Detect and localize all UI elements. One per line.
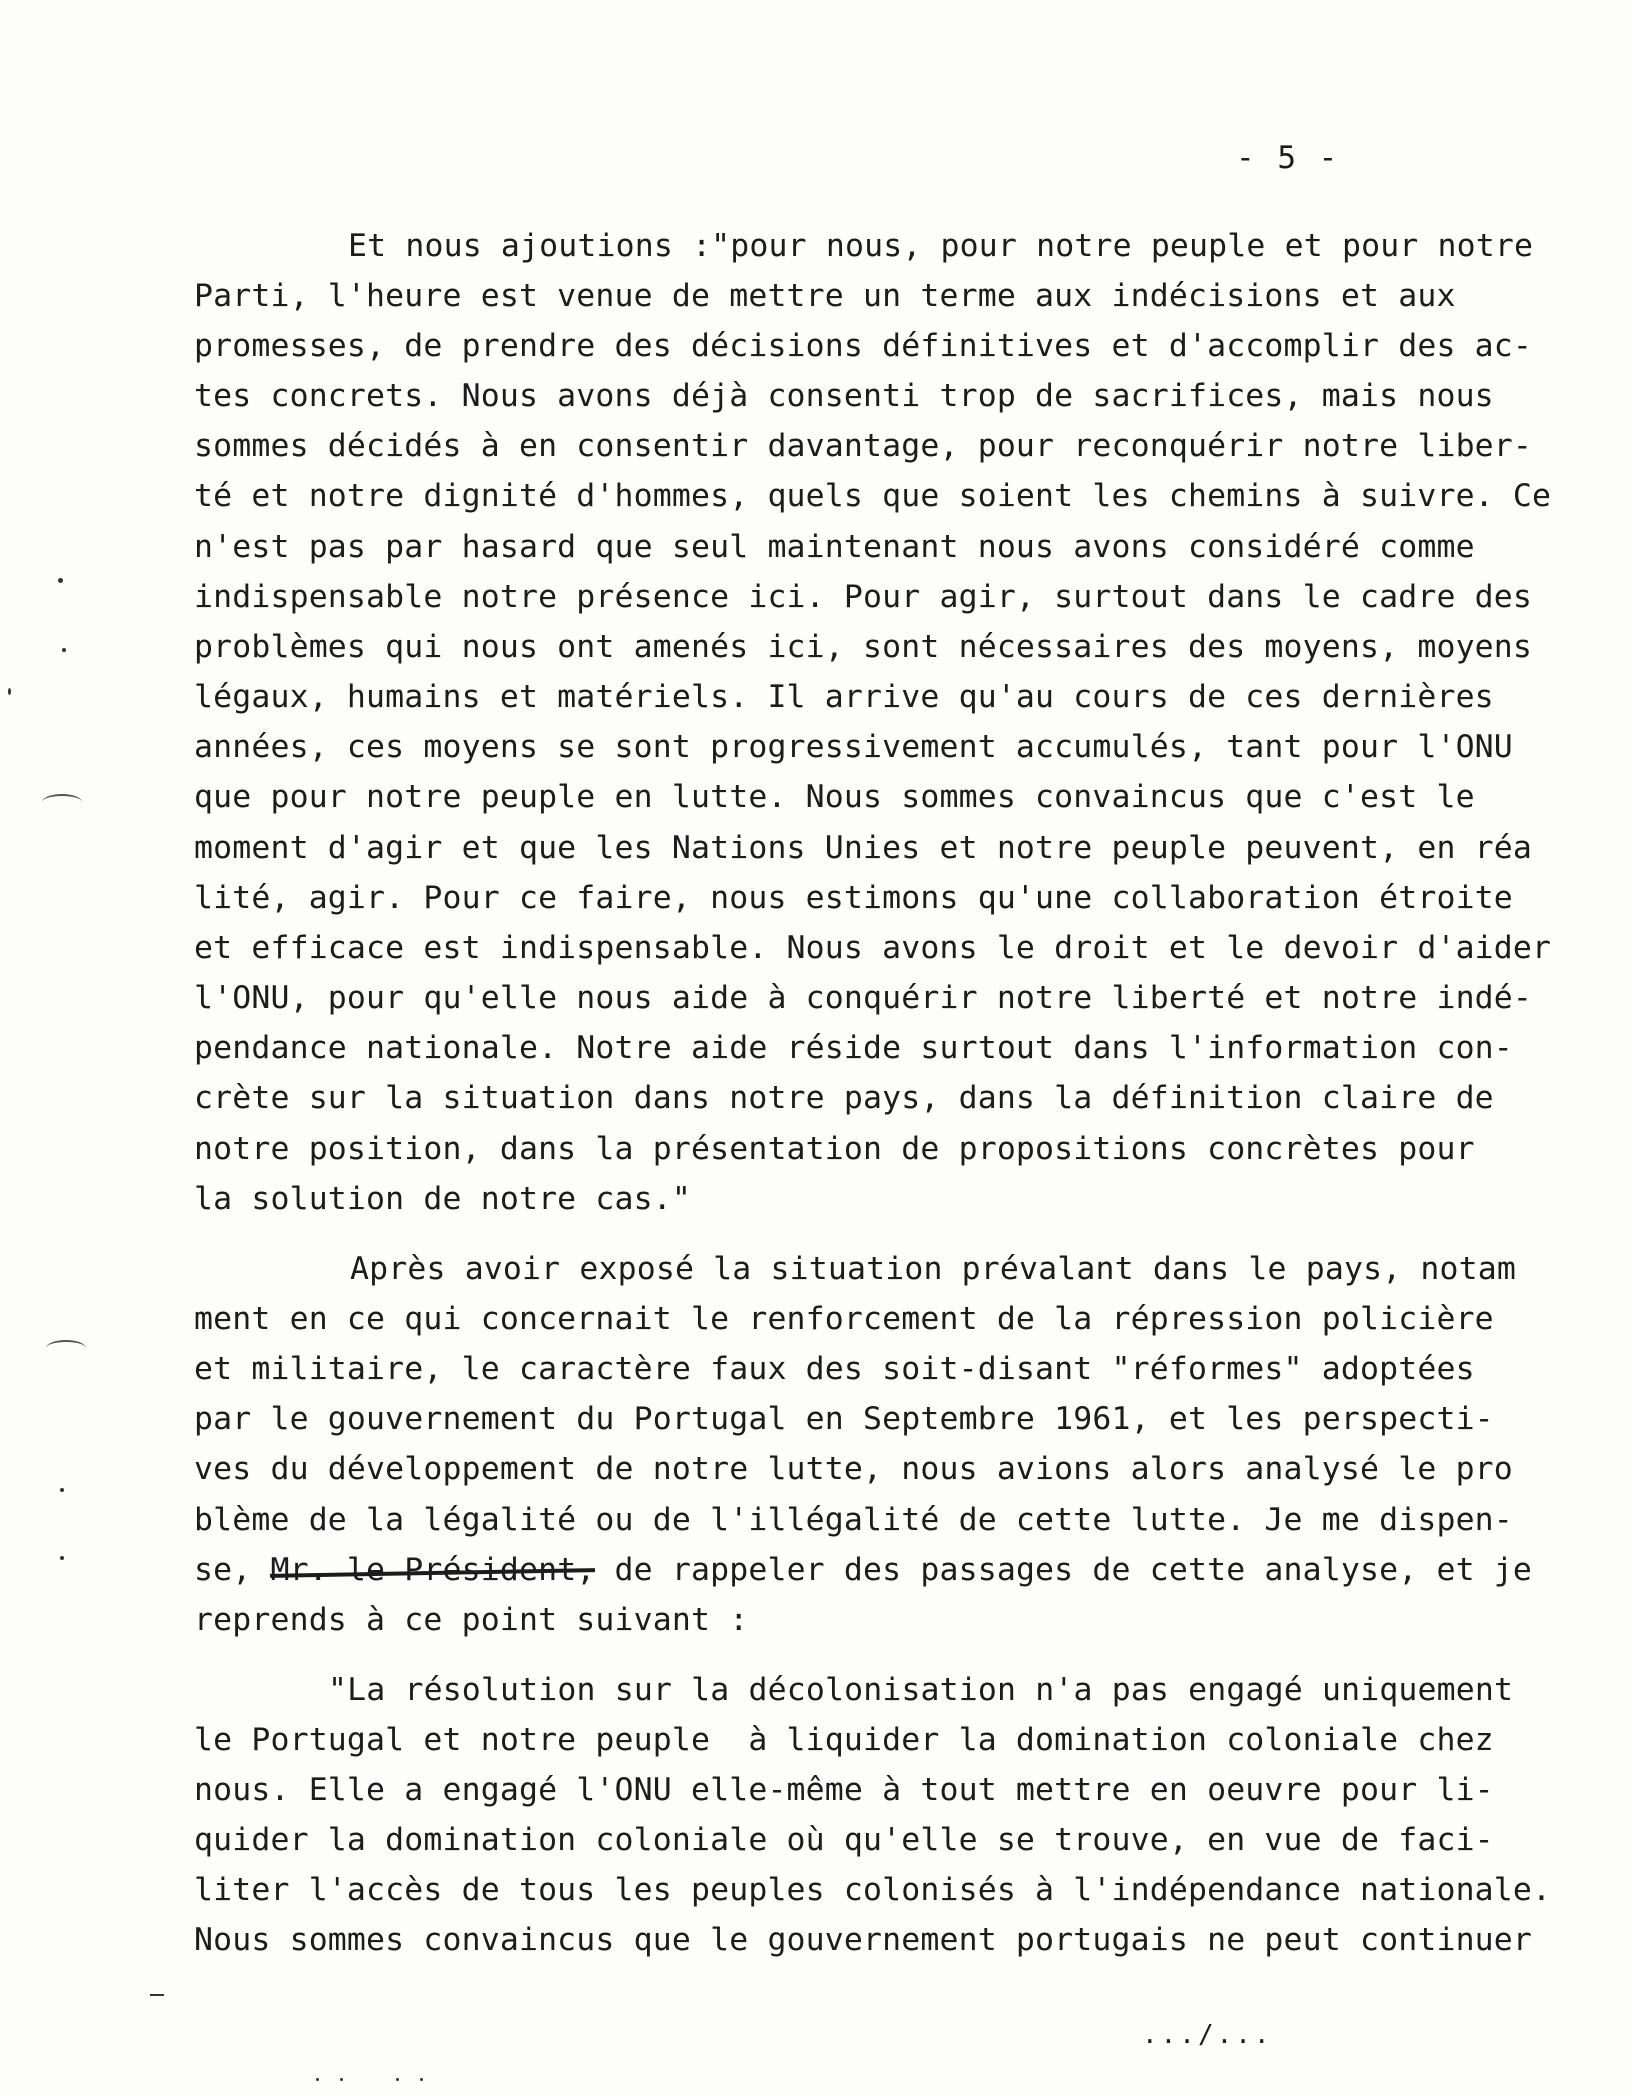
text-line: le Portugal et notre peuple à liquider la domination coloniale chez (194, 1722, 1494, 1758)
text-line: promesses, de prendre des décisions définitives et d'accomplir des ac- (194, 328, 1533, 364)
text-line: que pour notre peuple en lutte. Nous sommes convaincus que c'est le (194, 779, 1475, 815)
scan-speck (60, 1556, 64, 1560)
scan-speck (8, 688, 11, 695)
scan-speck (58, 578, 63, 583)
text-line: indispensable notre présence ici. Pour agir, surtout dans le cadre des (194, 579, 1533, 615)
continuation-marker: .../... (1142, 2020, 1273, 2050)
scan-speck (62, 648, 66, 652)
text-line: sommes décidés à en consentir davantage, pour reconquérir notre liber- (194, 428, 1533, 464)
text-line: liter l'accès de tous les peuples colonisés à l'indépendance nationale. (194, 1872, 1552, 1908)
struck-text: Mr. le Président, (270, 1552, 596, 1588)
text-line: blème de la légalité ou de l'illégalité de cette lutte. Je me dispen- (194, 1502, 1513, 1538)
text-line: Nous sommes convaincus que le gouvernement portugais ne peut continuer (194, 1922, 1533, 1958)
strike-line (194, 1550, 1532, 1590)
text-line: quider la domination coloniale où qu'elle se trouve, en vue de faci- (194, 1822, 1494, 1858)
text-line: notre position, dans la présentation de propositions concrètes pour (194, 1131, 1475, 1167)
text-line: té et notre dignité d'hommes, quels que soient les chemins à suivre. Ce (194, 478, 1552, 514)
scan-speck (396, 2078, 399, 2081)
strike-after: de rappeler des passages de cette analyse, et je (595, 1552, 1533, 1588)
text-line: reprends à ce point suivant : (194, 1602, 749, 1638)
text-line: lité, agir. Pour ce faire, nous estimons qu'une collaboration étroite (194, 880, 1513, 916)
text-line: années, ces moyens se sont progressivement accumulés, tant pour l'ONU (194, 729, 1513, 765)
scan-speck (340, 2078, 343, 2081)
text-line: la solution de notre cas." (194, 1181, 691, 1217)
text-line: Après avoir exposé la situation prévalant dans le pays, notam (350, 1251, 1516, 1287)
text-line: et militaire, le caractère faux des soit-disant "réformes" adoptées (194, 1351, 1475, 1387)
margin-mark (46, 1340, 86, 1356)
scan-speck (316, 2078, 319, 2081)
text-line: par le gouvernement du Portugal en Septembre 1961, et les perspecti- (194, 1401, 1494, 1437)
strike-before: se, (194, 1552, 271, 1588)
scan-speck (420, 2078, 423, 2081)
text-line: ves du développement de notre lutte, nous avions alors analysé le pro (194, 1451, 1513, 1487)
scan-speck (150, 1994, 164, 1996)
text-line: crète sur la situation dans notre pays, dans la définition claire de (194, 1080, 1494, 1116)
scan-speck (60, 1488, 64, 1492)
text-line: Et nous ajoutions :"pour nous, pour notre peuple et pour notre (348, 228, 1534, 264)
text-line: n'est pas par hasard que seul maintenant nous avons considéré comme (194, 529, 1475, 565)
page-number: - 5 - (1236, 140, 1340, 176)
text-line: pendance nationale. Notre aide réside surtout dans l'information con- (194, 1030, 1513, 1066)
margin-mark (42, 794, 82, 810)
text-line: moment d'agir et que les Nations Unies et notre peuple peuvent, en réa (194, 830, 1533, 866)
text-line: l'ONU, pour qu'elle nous aide à conquérir notre liberté et notre indé- (194, 980, 1533, 1016)
text-line: ment en ce qui concernait le renforcement de la répression policière (194, 1301, 1494, 1337)
text-line: "La résolution sur la décolonisation n'a pas engagé uniquement (328, 1672, 1514, 1708)
text-line: nous. Elle a engagé l'ONU elle-même à tout mettre en oeuvre pour li- (194, 1772, 1494, 1808)
text-line: problèmes qui nous ont amenés ici, sont nécessaires des moyens, moyens (194, 629, 1533, 665)
text-line: Parti, l'heure est venue de mettre un terme aux indécisions et aux (194, 278, 1456, 314)
text-line: tes concrets. Nous avons déjà consenti trop de sacrifices, mais nous (194, 378, 1494, 414)
text-line: légaux, humains et matériels. Il arrive qu'au cours de ces dernières (194, 679, 1494, 715)
text-line: et efficace est indispensable. Nous avons le droit et le devoir d'aider (194, 930, 1552, 966)
